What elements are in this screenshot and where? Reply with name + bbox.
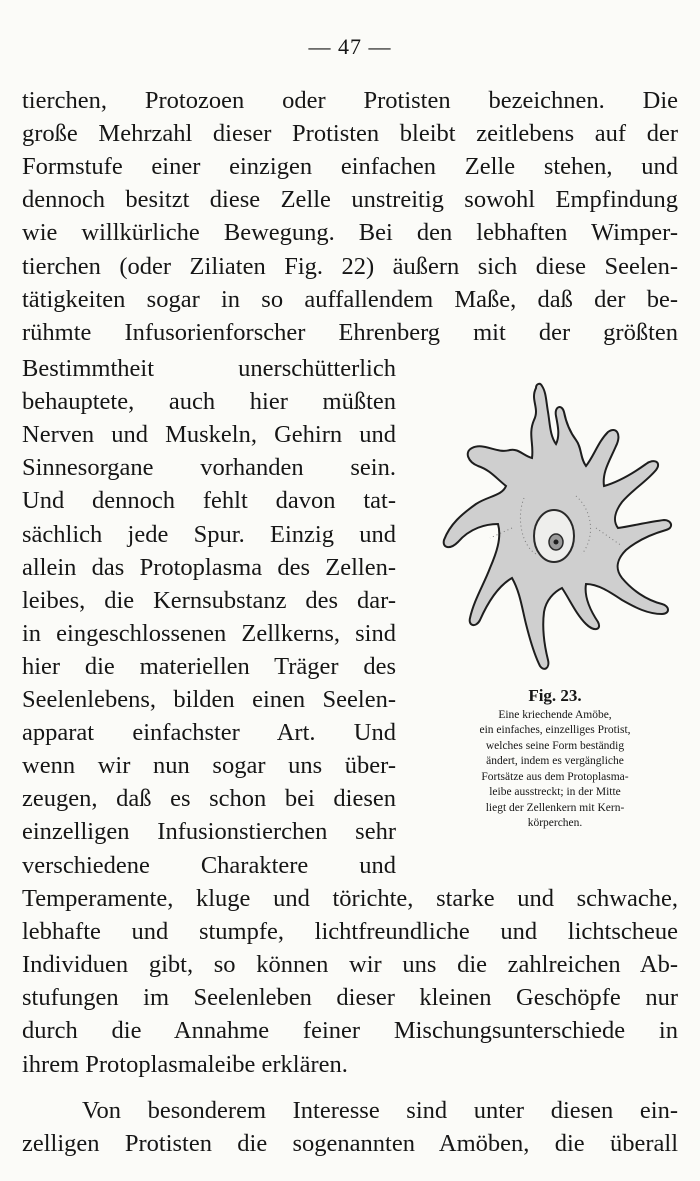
text-line: Temperamente, kluge und törichte, starke und schwache, xyxy=(22,885,678,912)
text-line: wie willkürliche Bewegung. Bei den lebhaften Wimper- xyxy=(22,219,678,247)
text-line: apparat einfachster Art. Und xyxy=(22,719,396,747)
text-line: große Mehrzahl dieser Protisten bleibt zeitlebens auf der xyxy=(22,120,678,148)
text-line: in eingeschlossenen Zellkerns, sind xyxy=(22,619,396,647)
text-line: lebhafte und stumpfe, lichtfreundliche und lichtscheue xyxy=(22,918,678,946)
text-line: dennoch besitzt diese Zelle unstreitig sowohl Empfindung xyxy=(22,186,678,214)
caption-line: körperchen. xyxy=(527,817,583,829)
text-line: verschiedene Charaktere und xyxy=(22,851,396,879)
text-line: einzelligen Infusionstierchen sehr xyxy=(22,818,396,846)
caption-line: Eine kriechende Amöbe, xyxy=(498,708,612,721)
text-line: tierchen (oder Ziliaten Fig. 22) äußern sich diese Seelen- xyxy=(22,252,678,280)
text-line: tätigkeiten sogar in so auffallendem Maße, daß der be- xyxy=(22,285,678,313)
text-line: Seelenlebens, bilden einen Seelen- xyxy=(22,686,396,713)
caption-line: welches seine Form beständig xyxy=(485,739,625,752)
text-line: stufungen im Seelenleben dieser kleinen Geschöpfe nur xyxy=(22,984,678,1012)
text-line: zeugen, daß es schon bei diesen xyxy=(22,785,396,813)
text-line: Und dennoch fehlt davon tat- xyxy=(22,487,396,515)
text-line: sächlich jede Spur. Einzig und xyxy=(22,520,396,548)
text-line: Sinnesorgane vorhanden sein. xyxy=(22,454,396,482)
text-line: hier die materiellen Träger des xyxy=(22,652,396,680)
text-line: rühmte Infusorienforscher Ehrenberg mit der größten xyxy=(22,318,678,346)
text-line: Von besonderem Interesse sind unter diesen ein- xyxy=(82,1097,678,1124)
text-line: tierchen, Protozoen oder Protisten bezeichnen. Die xyxy=(22,87,678,114)
text-line: Formstufe einer einzigen einfachen Zelle stehen, und xyxy=(22,153,678,181)
page-number: — 47 — xyxy=(308,34,392,59)
caption-line: leibe ausstreckt; in der Mitte xyxy=(489,786,621,798)
text-line: wenn wir nun sogar uns über- xyxy=(22,752,396,780)
figure-caption xyxy=(424,688,686,832)
text-line: leibes, die Kernsubstanz des dar- xyxy=(22,586,396,614)
caption-line: liegt der Zellenkern mit Kern- xyxy=(485,801,625,814)
caption-line: Fortsätze aus dem Protoplasma- xyxy=(481,770,629,783)
text-line: ihrem Protoplasmaleibe erklären. xyxy=(22,1050,348,1078)
text-line: zelligen Protisten die sogenannten Amöben, die überall xyxy=(22,1130,678,1158)
amoeba-illustration xyxy=(426,378,682,678)
cell-nucleus-icon xyxy=(534,510,574,562)
caption-line: ändert, indem es vergängliche xyxy=(486,755,624,767)
text-line: Nerven und Muskeln, Gehirn und xyxy=(22,421,396,449)
text-line: allein das Protoplasma des Zellen- xyxy=(22,553,396,581)
figure-label: Fig. 23. xyxy=(528,686,582,705)
text-line: Bestimmtheit unerschütterlich xyxy=(22,355,396,382)
text-line: durch die Annahme feiner Mischungsunterschiede in xyxy=(22,1017,678,1045)
text-line: Individuen gibt, so können wir uns die zahlreichen Ab- xyxy=(22,951,678,979)
text-line: behauptete, auch hier müßten xyxy=(22,388,396,416)
caption-line: ein einfaches, einzelliges Protist, xyxy=(479,724,631,736)
